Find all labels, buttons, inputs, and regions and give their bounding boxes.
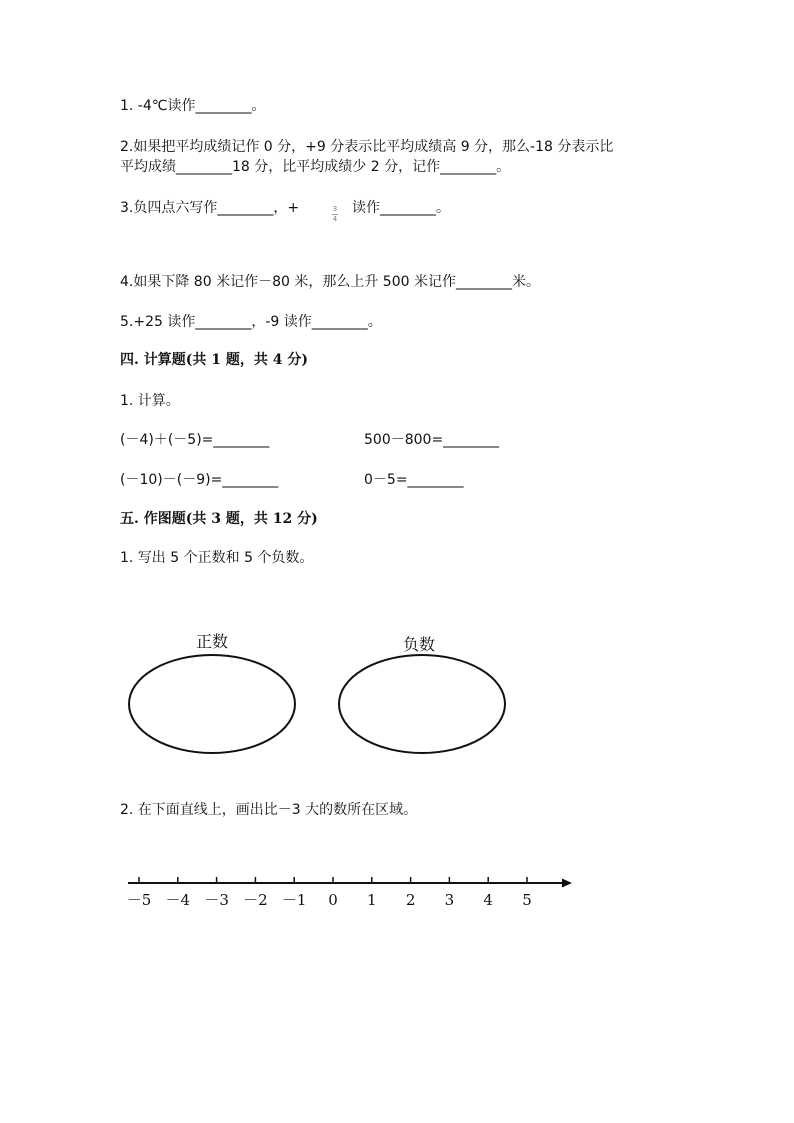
calc-expr-4: 0－5=________	[364, 472, 464, 488]
section5-q1: 1. 写出 5 个正数和 5 个负数。	[120, 550, 314, 566]
positive-label: 正数	[196, 632, 229, 651]
q2-text-line1: 2.如果把平均成绩记作 0 分，+9 分表示比平均成绩高 9 分，那么-18 分表示比	[120, 139, 614, 155]
tick-label: 2	[405, 891, 416, 909]
negative-label: 负数	[403, 635, 436, 654]
positive-oval	[129, 655, 295, 753]
calc-expr-2: 500－800=________	[364, 432, 500, 448]
tick-label: －1	[281, 891, 307, 909]
calc-expr-3: (－10)－(－9)=________	[120, 472, 279, 488]
tick-label: －4	[165, 891, 191, 909]
tick-label: 3	[444, 891, 455, 909]
section5-title: 五. 作图题(共 3 题，共 12 分)	[120, 511, 318, 527]
q5-text: 5.+25 读作________，-9 读作________。	[120, 314, 382, 330]
q2-text-line2: 平均成绩________18 分，比平均成绩少 2 分，记作________。	[120, 159, 511, 175]
section4-title: 四. 计算题(共 1 题，共 4 分)	[120, 352, 308, 368]
number-line	[0, 860, 794, 920]
q3-fraction	[330, 205, 340, 224]
section5-q2: 2. 在下面直线上，画出比－3 大的数所在区域。	[120, 802, 418, 818]
q1-text: 1. -4℃读作________。	[120, 98, 266, 114]
tick-label: －5	[126, 891, 152, 909]
calc-expr-1: (－4)＋(－5)=________	[120, 432, 270, 448]
q4-text: 4.如果下降 80 米记作－80 米，那么上升 500 米记作________米。	[120, 274, 540, 290]
section4-intro: 1. 计算。	[120, 393, 180, 409]
negative-oval	[339, 655, 505, 753]
tick-label: －3	[204, 891, 229, 909]
fraction-denominator: 4	[332, 215, 338, 223]
tick-label: 0	[328, 891, 338, 909]
tick-label: 5	[522, 891, 532, 909]
answer-ovals	[0, 650, 794, 770]
tick-label: 4	[483, 891, 493, 909]
tick-label: 1	[367, 891, 377, 909]
tick-label: －2	[243, 891, 268, 909]
q3-text-part1: 3.负四点六写作________，+	[120, 200, 300, 216]
fraction-numerator: 3	[332, 205, 338, 213]
q3-text-part2: 读作________。	[352, 200, 450, 216]
arrow-head-icon	[562, 879, 572, 888]
